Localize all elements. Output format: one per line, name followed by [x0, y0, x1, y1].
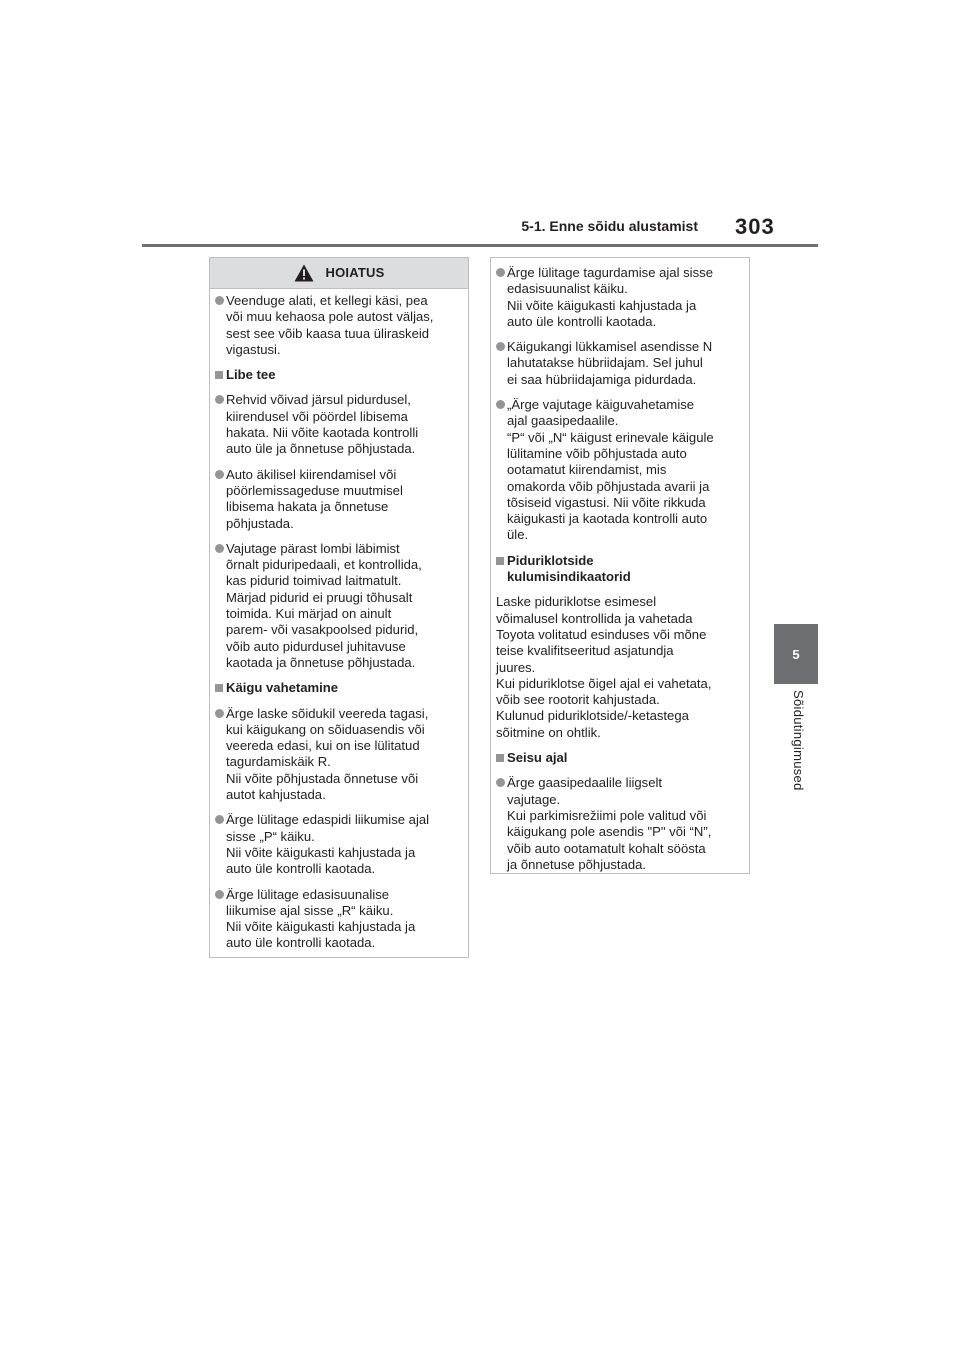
section-heading — [215, 680, 456, 696]
bullet-text: Käigukangi lükkamisel asendisse N lahutatakse hübriidajam. Sel juhul ei saa hübriidajamiga pidurdada. — [507, 339, 713, 387]
section-heading — [496, 750, 737, 766]
round-bullet-icon — [215, 709, 224, 718]
section-heading-text: Piduriklotside kulumisindikaatorid — [507, 552, 631, 585]
chapter-number: 5 — [792, 646, 800, 662]
section-heading-text: Käigu vahetamine — [226, 680, 339, 696]
bullet-item — [496, 397, 737, 544]
warning-content-right — [491, 261, 749, 873]
bullet-item — [215, 887, 456, 952]
bullet-text: Veenduge alati, et kellegi käsi, pea või muu kehaosa pole autost väljas, sest see võib kaasa tuua üliraskeid vigastusi. — [226, 293, 434, 357]
warning-triangle-icon — [294, 264, 314, 282]
warning-content-left — [210, 289, 468, 952]
bullet-item — [215, 467, 456, 532]
round-bullet-icon — [496, 778, 505, 787]
round-bullet-icon — [215, 296, 224, 305]
round-bullet-icon — [215, 544, 224, 553]
square-bullet-icon — [215, 371, 223, 379]
body-paragraph: Laske piduriklotse esimesel võimalusel kontrollida ja vahetada Toyota volitatud esinduses või mõne teise kvalifitseeritud asjatundja juures. Kui piduriklotse õigel ajal ei vahetata, võib see rootorit kahjustada. Kulunud piduriklotside/-ketastega sõitmine on ohtlik. — [496, 594, 712, 740]
section-heading — [215, 367, 456, 383]
round-bullet-icon — [215, 470, 224, 479]
round-bullet-icon — [496, 268, 505, 277]
bullet-text: Ärge lülitage tagurdamise ajal sisse edasisuunalist käiku. Nii võite käigukasti kahjustada ja auto üle kontrolli kaotada. — [507, 265, 713, 329]
section-heading — [496, 553, 737, 586]
round-bullet-icon — [215, 395, 224, 404]
section-heading-text: Seisu ajal — [507, 750, 568, 766]
chapter-label: Sõidutingimused — [791, 690, 806, 791]
bullet-text: Vajutage pärast lombi läbimist õrnalt piduripedaali, et kontrollida, kas pidurid toimivad laitmatult. Märjad pidurid ei pruugi tõhusalt toimida. Kui märjad on ainult parem- või vasakpoolsed pidurid, võib auto pidurdusel juhitavuse kaotada ja õnnetuse põhjustada. — [226, 540, 422, 670]
round-bullet-icon — [215, 815, 224, 824]
square-bullet-icon — [496, 754, 504, 762]
page-number: 303 — [735, 214, 775, 239]
bullet-text: Ärge lülitage edaspidi liikumise ajal sisse „P“ käiku. Nii võite käigukasti kahjustada ja auto üle kontrolli kaotada. — [226, 812, 430, 877]
bullet-text: Auto äkilisel kiirendamisel või pöörlemissageduse muutmisel libisema hakata ja õnnetuse põhjustada. — [226, 466, 403, 531]
section-heading-text: Libe tee — [226, 367, 276, 383]
section-title: 5-1. Enne sõidu alustamist — [521, 218, 698, 234]
warning-header — [210, 258, 468, 289]
bullet-item — [215, 812, 456, 877]
round-bullet-icon — [496, 400, 505, 409]
square-bullet-icon — [215, 684, 223, 692]
bullet-item — [215, 293, 456, 358]
bullet-text: „Ärge vajutage käiguvahetamise ajal gaasipedaalile. “P“ või „N“ käigust erinevale käigule lülitamine võib põhjustada auto ootamatut kiirendamist, mis omakorda võib põhjustada avarii ja tõsiseid vigastusi. Nii võite rikkuda käigukasti ja kaotada kontrolli auto üle. — [507, 397, 714, 543]
round-bullet-icon — [496, 342, 505, 351]
bullet-item — [215, 706, 456, 804]
square-bullet-icon — [496, 557, 504, 565]
bullet-item — [496, 339, 737, 388]
warning-box-continued — [490, 257, 750, 874]
bullet-item — [496, 775, 737, 873]
header-rule — [142, 244, 818, 247]
bullet-text: Ärge gaasipedaalile liigselt vajutage. Kui parkimisrežiimi pole valitud või käigukang pole asendis "P" või “N”, võib auto ootamatult kohalt söösta ja õnnetuse põhjustada. — [507, 775, 712, 872]
warning-title: HOIATUS — [325, 264, 385, 280]
bullet-text: Ärge laske sõidukil veereda tagasi, kui käigukang on sõiduasendis või veereda edasi, kui on ise lülitatud tagurdamiskäik R. Nii võite põhjustada õnnetuse või autot kahjustada. — [226, 705, 429, 803]
warning-box — [209, 257, 469, 958]
chapter-tab — [774, 624, 818, 684]
bullet-item — [215, 541, 456, 671]
bullet-item — [215, 392, 456, 457]
round-bullet-icon — [215, 890, 224, 899]
bullet-text: Rehvid võivad järsul pidurdusel, kiirendusel või pöördel libisema hakata. Nii võite kaotada kontrolli auto üle ja õnnetuse põhjustada. — [226, 392, 419, 457]
bullet-item — [496, 265, 737, 330]
bullet-text: Ärge lülitage edasisuunalise liikumise ajal sisse „R“ käiku. Nii võite käigukasti kahjustada ja auto üle kontrolli kaotada. — [226, 886, 416, 951]
